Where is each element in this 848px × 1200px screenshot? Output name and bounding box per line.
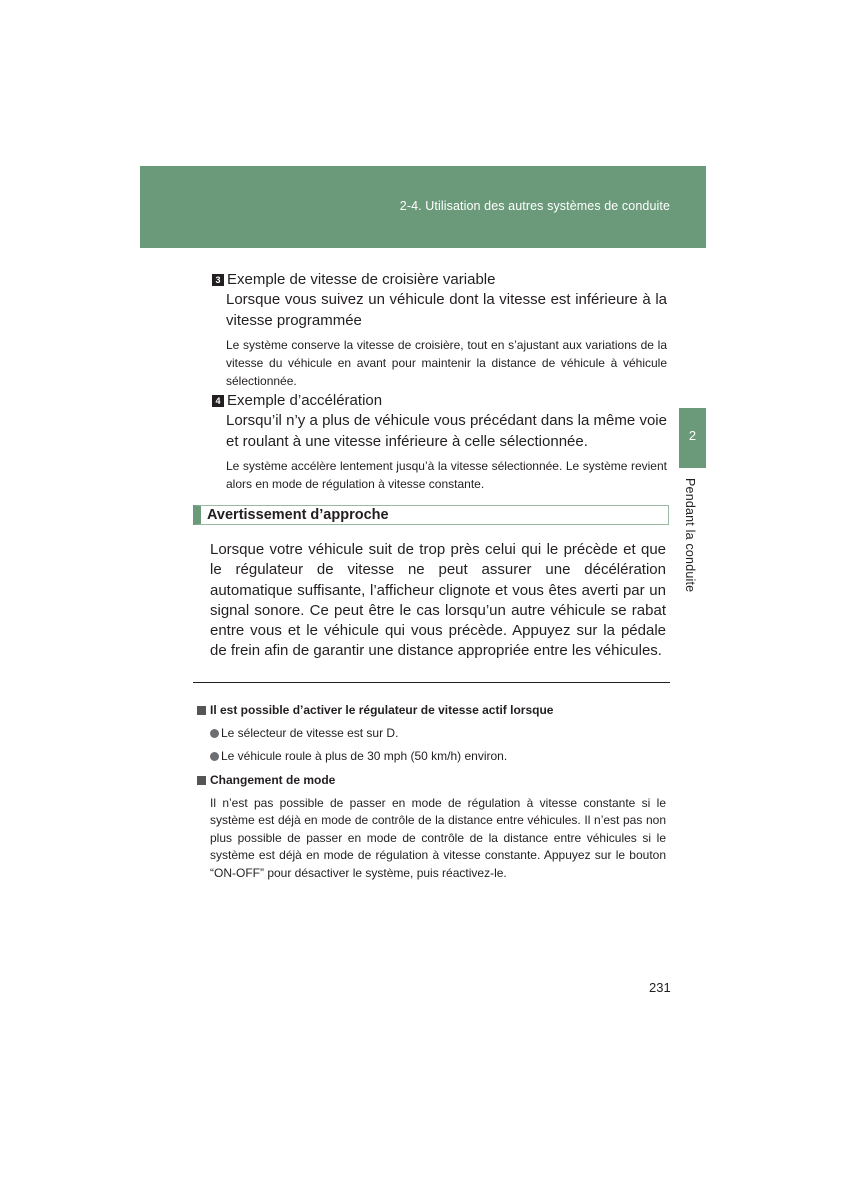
number-badge: 3 <box>212 274 224 286</box>
example-title: Exemple de vitesse de croisière variable <box>227 271 496 288</box>
round-bullet-icon <box>210 752 219 761</box>
chapter-number: 2 <box>688 428 697 443</box>
list-item <box>210 748 666 765</box>
list-item-text: Le véhicule roule à plus de 30 mph (50 km/h) environ. <box>221 749 508 763</box>
notes-divider <box>193 682 670 683</box>
note-heading-text: Il est possible d’activer le régulateur de vitesse actif lorsque <box>210 703 554 717</box>
page-number: 231 <box>649 980 671 995</box>
example-lead: Lorsqu’il n’y a plus de véhicule vous précédant dans la même voie et roulant à une vitesse inférieure à celle sélectionnée. <box>226 412 667 450</box>
number-badge: 4 <box>212 395 224 407</box>
section-body: Lorsque votre véhicule suit de trop près celui qui le précède et que le régulateur de vitesse ne peut assurer une décélération automatique suffisante, l’afficheur clignote et vous êtes averti par un signal sonore. Ce peut être le cas lorsqu’un autre véhicule se rabat entre vous et le véhicule qui vous précède. Appuyez sur la pédale de frein afin de garantir une distance appropriée entre les véhicules. <box>210 541 666 660</box>
note-heading-text: Changement de mode <box>210 773 336 787</box>
example-item-4 <box>212 391 667 493</box>
list-item-text: Le sélecteur de vitesse est sur D. <box>221 726 399 740</box>
note-heading <box>197 772 666 789</box>
example-note: Le système conserve la vitesse de croisière, tout en s’ajustant aux variations de la vitesse du véhicule en avant pour maintenir la distance de véhicule à véhicule sélectionnée. <box>226 338 667 388</box>
example-note: Le système accélère lentement jusqu’à la vitesse sélectionnée. Le système revient alors en mode de régulation à vitesse constante. <box>226 459 667 491</box>
chapter-header-band <box>140 166 706 248</box>
chapter-side-label: Pendant la conduite <box>683 478 697 593</box>
note-heading <box>197 702 666 719</box>
chapter-tab <box>679 408 706 468</box>
notes-block <box>197 698 666 882</box>
chapter-title: 2-4. Utilisation des autres systèmes de conduite <box>399 199 670 213</box>
round-bullet-icon <box>210 729 219 738</box>
note-paragraph: Il n’est pas possible de passer en mode de régulation à vitesse constante si le système est déjà en mode de contrôle de la distance entre véhicules. Il n’est pas non plus possible de passer en mode de contrôle de la distance entre véhicules si le système est déjà en mode de régulation à vitesse constante. Appuyez sur le bouton “ON-OFF” pour désactiver le système, puis réactivez-le. <box>210 796 666 880</box>
section-title: Avertissement d’approche <box>193 505 669 525</box>
square-bullet-icon <box>197 706 206 715</box>
example-title: Exemple d’accélération <box>227 392 383 409</box>
example-heading <box>212 270 667 290</box>
list-item <box>210 725 666 742</box>
example-heading <box>212 391 667 411</box>
example-lead: Lorsque vous suivez un véhicule dont la vitesse est inférieure à la vitesse programmée <box>226 291 667 329</box>
square-bullet-icon <box>197 776 206 785</box>
example-item-3 <box>212 270 667 390</box>
